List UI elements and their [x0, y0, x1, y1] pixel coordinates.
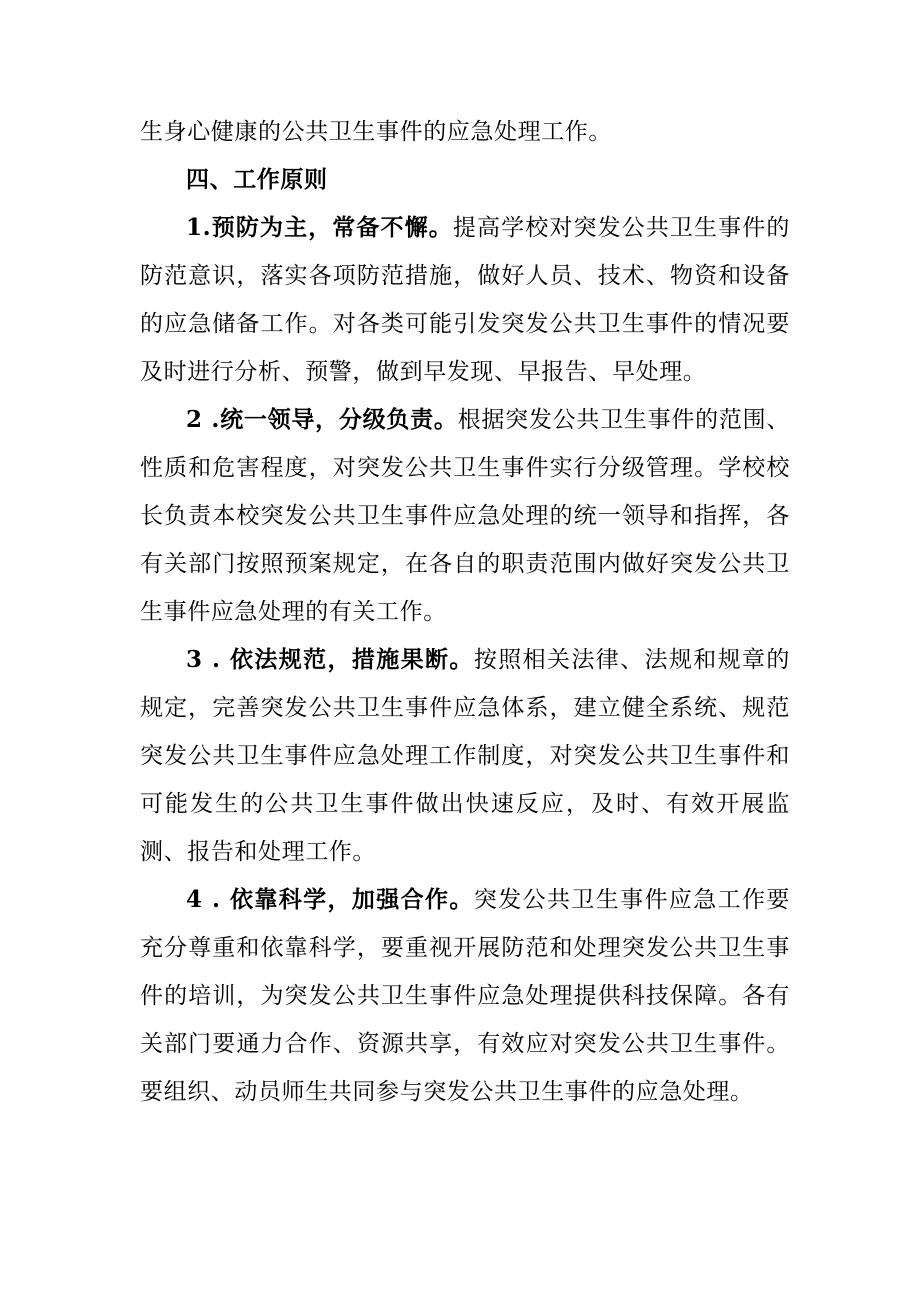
- principle-text-2: 根据突发公共卫生事件的范围、性质和危害程度，对突发公共卫生事件实行分级管理。学校校长负责本校突发公共卫生事件应急处理的统一领导和指挥，各有关部门按照预案规定，在各自的职责范围内做好突发公共卫生事件应急处理的有关工作。: [140, 407, 790, 625]
- principle-text-4: 突发公共卫生事件应急工作要充分尊重和依靠科学，要重视开展防范和处理突发公共卫生事件的培训，为突发公共卫生事件应急处理提供科技保障。各有关部门要通力合作、资源共享，有效应对突发公共卫生事件。要组织、动员师生共同参与突发公共卫生事件的应急处理。: [140, 887, 790, 1105]
- principle-paragraph-1: [140, 204, 790, 396]
- principle-lead-2: 2 .统一领导，分级负责。: [186, 406, 458, 433]
- section-heading: 四、工作原则: [186, 166, 328, 193]
- principle-lead-3: 3 . 依法规范，措施果断。: [186, 646, 474, 673]
- principle-paragraph-3: [140, 636, 790, 876]
- principle-text-3: 按照相关法律、法规和规章的规定，完善突发公共卫生事件应急体系，建立健全系统、规范突发公共卫生事件应急处理工作制度，对突发公共卫生事件和可能发生的公共卫生事件做出快速反应，及时、有效开展监测、报告和处理工作。: [140, 647, 790, 865]
- continuation-paragraph: 生身心健康的公共卫生事件的应急处理工作。: [140, 119, 612, 145]
- principle-paragraph-4: [140, 876, 790, 1116]
- principle-text-1: 提高学校对突发公共卫生事件的防范意识，落实各项防范措施，做好人员、技术、物资和设备的应急储备工作。对各类可能引发突发公共卫生事件的情况要及时进行分析、预警，做到早发现、早报告、早处理。: [140, 215, 790, 385]
- principle-paragraph-2: [140, 396, 790, 636]
- document-body: [140, 108, 790, 1116]
- principle-lead-1: 1.预防为主，常备不懈。: [186, 214, 453, 241]
- principle-lead-4: 4 . 依靠科学，加强合作。: [186, 886, 474, 913]
